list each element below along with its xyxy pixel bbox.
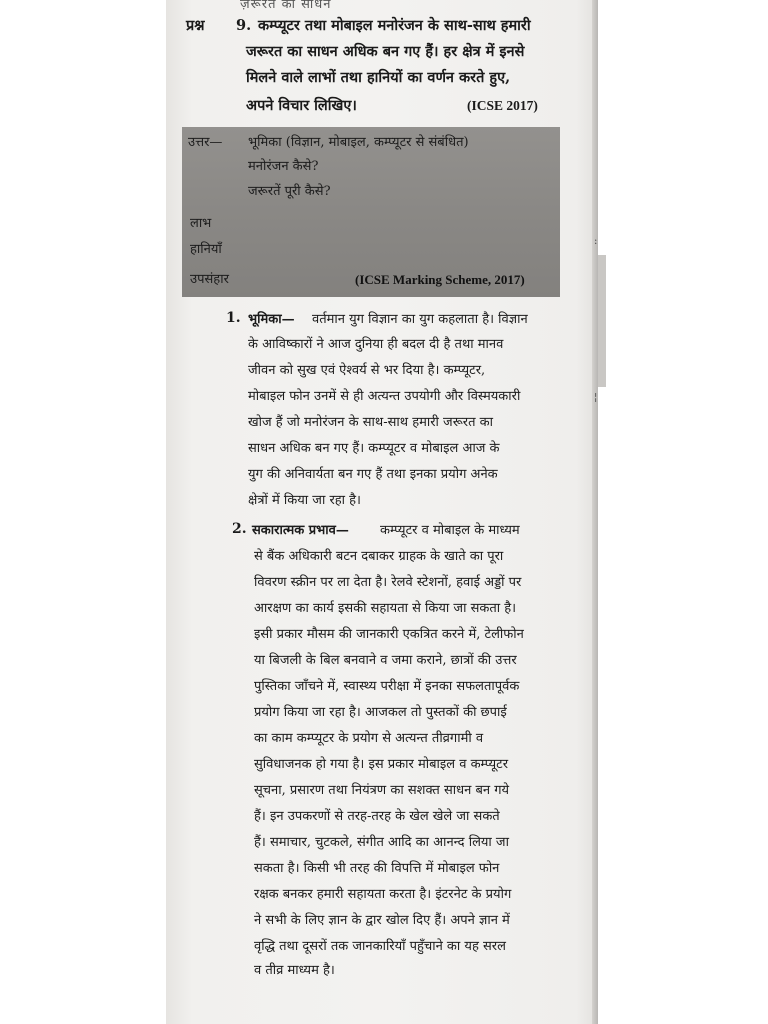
outline-upsanhar: उपसंहार — [190, 272, 229, 287]
outline-line: जरूरतें पूरी कैसे? — [248, 184, 331, 199]
point-line: का काम कम्प्यूटर के प्रयोग से अत्यन्त तीव्रगामी व — [254, 731, 484, 746]
point-heading: सकारात्मक प्रभाव— — [252, 523, 349, 538]
margin-mark: : — [594, 236, 598, 247]
point-line: सकता है। किसी भी तरह की विपत्ति में मोबाइल फोन — [254, 861, 500, 876]
outline-line: मनोरंजन कैसे? — [248, 159, 319, 174]
question-line: अपने विचार लिखिए। — [246, 97, 357, 114]
point-line: रक्षक बनकर हमारी सहायता करता है। इंटरनेट के प्रयोग — [254, 887, 512, 902]
point-number: 1. — [226, 310, 241, 326]
point-line: ने सभी के लिए ज्ञान के द्वार खोल दिए हैं। अपने ज्ञान में — [254, 913, 510, 928]
point-line: पुस्तिका जाँचने में, स्वास्थ्य परीक्षा में इनका सफलतापूर्वक — [254, 679, 520, 694]
point-line: या बिजली के बिल बनवाने व जमा कराने, छात्रों की उत्तर — [254, 653, 517, 668]
question-reference: (ICSE 2017) — [467, 98, 538, 113]
point-line: सूचना, प्रसारण तथा नियंत्रण का सशक्त साधन बन गये — [254, 783, 510, 798]
marking-scheme-reference: (ICSE Marking Scheme, 2017) — [355, 272, 525, 287]
answer-label: उत्तर— — [188, 135, 223, 150]
point-line: हैं। इन उपकरणों से तरह-तरह के खेल खेले जा सकते — [254, 809, 500, 824]
question-line: मिलने वाले लाभों तथा हानियों का वर्णन करते हुए, — [246, 69, 511, 86]
point-line: के आविष्कारों ने आज दुनिया ही बदल दी है तथा मानव — [248, 337, 504, 352]
margin-mark: ¦ — [594, 392, 598, 403]
point-line: वर्तमान युग विज्ञान का युग कहलाता है। विज्ञान — [312, 312, 528, 327]
question-line: जरूरत का साधन अधिक बन गए हैं। हर क्षेत्र में इनसे — [246, 43, 525, 60]
point-line: इसी प्रकार मौसम की जानकारी एकत्रित करने में, टेलीफोन — [254, 627, 524, 642]
point-line: जीवन को सुख एवं ऐश्वर्य से भर दिया है। कम्प्यूटर, — [248, 363, 486, 378]
question-label: प्रश्न — [186, 17, 205, 34]
outline-line: भूमिका (विज्ञान, मोबाइल, कम्प्यूटर से संबंधित) — [248, 135, 469, 150]
outline-haniyan: हानियाँ — [190, 242, 222, 257]
point-line: हैं। समाचार, चुटकले, संगीत आदि का आनन्द लिया जा — [254, 835, 509, 850]
point-line: विवरण स्क्रीन पर ला देता है। रेलवे स्टेशनों, हवाई अड्डों पर — [254, 575, 522, 590]
point-line: आरक्षण का कार्य इसकी सहायता से किया जा सकता है। — [254, 601, 517, 616]
outline-labh: लाभ — [190, 216, 212, 231]
point-line: खोज हैं जो मनोरंजन के साथ-साथ हमारी जरूरत का — [248, 415, 494, 430]
point-number: 2. — [232, 521, 247, 537]
next-page-edge — [598, 255, 606, 387]
point-heading: भूमिका— — [248, 312, 295, 327]
point-line: क्षेत्रों में किया जा रहा है। — [248, 493, 361, 508]
cut-off-previous-line: ज़रूरत का साधन — [240, 0, 332, 12]
question-line: कम्प्यूटर तथा मोबाइल मनोरंजन के साथ-साथ हमारी — [258, 17, 531, 34]
question-number: 9. — [236, 17, 252, 34]
point-line: युग की अनिवार्यता बन गए हैं तथा इनका प्रयोग अनेक — [248, 467, 498, 482]
point-line: प्रयोग किया जा रहा है। आजकल तो पुस्तकों की छपाई — [254, 705, 507, 720]
point-line: व तीव्र माध्यम है। — [254, 963, 335, 978]
point-line: वृद्धि तथा दूसरों तक जानकारियाँ पहुँचाने का यह सरल — [254, 939, 506, 954]
point-line: कम्प्यूटर व मोबाइल के माध्यम — [380, 523, 520, 538]
point-line: से बैंक अधिकारी बटन दबाकर ग्राहक के खाते का पूरा — [254, 549, 504, 564]
page-edge — [592, 0, 598, 1024]
point-line: मोबाइल फोन उनमें से ही अत्यन्त उपयोगी और विस्मयकारी — [248, 389, 521, 404]
point-line: सुविधाजनक हो गया है। इस प्रकार मोबाइल व कम्प्यूटर — [254, 757, 509, 772]
point-line: साधन अधिक बन गए हैं। कम्प्यूटर व मोबाइल आज के — [248, 441, 500, 456]
